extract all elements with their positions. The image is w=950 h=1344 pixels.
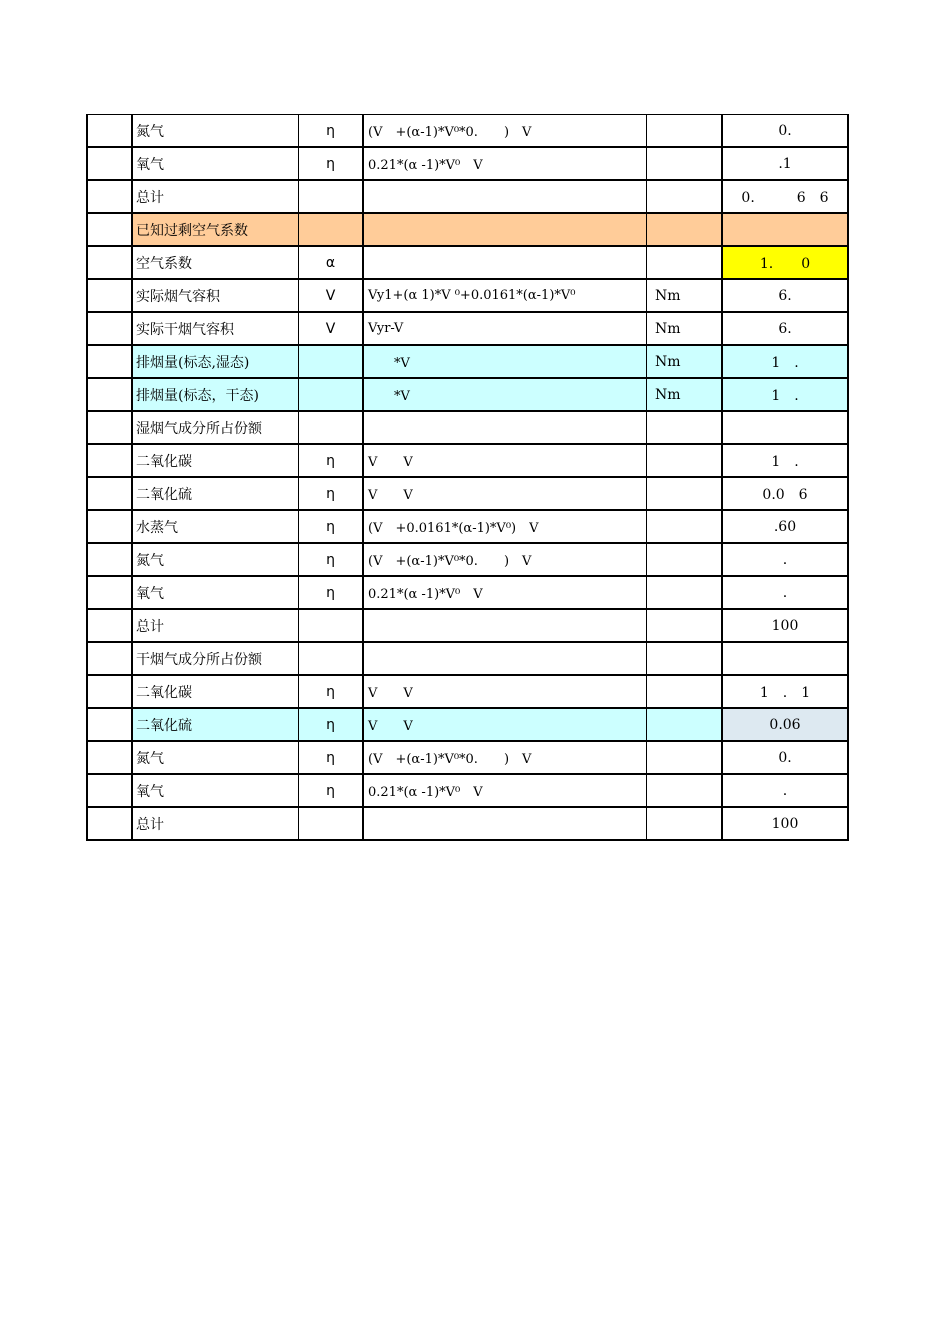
unit-cell[interactable] [647, 444, 723, 477]
value-cell[interactable]: 0. [722, 741, 848, 774]
formula-cell[interactable]: 0.21*(α -1)*V⁰ V [363, 147, 647, 180]
unit-cell[interactable]: Nm [647, 312, 723, 345]
value-cell[interactable]: 1 . 1 [722, 675, 848, 708]
value-cell[interactable]: 6. [722, 279, 848, 312]
name-cell[interactable]: 氧气 [132, 147, 299, 180]
name-cell[interactable]: 排烟量(标态，干态) [132, 378, 299, 411]
formula-cell[interactable] [363, 246, 647, 279]
symbol-cell[interactable]: η [299, 510, 364, 543]
name-cell[interactable]: 干烟气成分所占份额 [132, 642, 299, 675]
row-header-cell[interactable] [87, 444, 132, 477]
row-header-cell[interactable] [87, 741, 132, 774]
formula-cell[interactable] [363, 213, 647, 246]
symbol-cell[interactable]: α [299, 246, 364, 279]
unit-cell[interactable] [647, 609, 723, 642]
calculation-table [86, 114, 849, 841]
symbol-cell[interactable] [299, 213, 364, 246]
table-row [87, 510, 848, 543]
table-row [87, 642, 848, 675]
symbol-cell[interactable] [299, 345, 364, 378]
formula-cell[interactable]: (V +(α-1)*V⁰*0. ) V [363, 543, 647, 576]
table-body [87, 115, 848, 841]
name-cell[interactable]: 二氧化碳 [132, 675, 299, 708]
row-header-cell[interactable] [87, 115, 132, 148]
row-header-cell[interactable] [87, 675, 132, 708]
table-row [87, 411, 848, 444]
unit-cell[interactable] [647, 213, 723, 246]
table-row [87, 741, 848, 774]
table-row [87, 147, 848, 180]
symbol-cell[interactable]: V [299, 279, 364, 312]
table-row [87, 675, 848, 708]
unit-cell[interactable] [647, 543, 723, 576]
formula-cell[interactable]: V V [363, 708, 647, 741]
table-row [87, 609, 848, 642]
table-row [87, 312, 848, 345]
unit-cell[interactable] [647, 741, 723, 774]
unit-cell[interactable] [647, 510, 723, 543]
row-header-cell[interactable] [87, 642, 132, 675]
name-cell[interactable]: 总计 [132, 180, 299, 213]
name-cell[interactable]: 水蒸气 [132, 510, 299, 543]
formula-cell[interactable]: V V [363, 477, 647, 510]
row-header-cell[interactable] [87, 213, 132, 246]
row-header-cell[interactable] [87, 708, 132, 741]
name-cell[interactable]: 氮气 [132, 115, 299, 148]
name-cell[interactable]: 已知过剩空气系数 [132, 213, 299, 246]
name-cell[interactable]: 总计 [132, 807, 299, 840]
table-row [87, 213, 848, 246]
table-row [87, 807, 848, 840]
value-cell[interactable]: 1. 0 [722, 246, 848, 279]
name-cell[interactable]: 实际烟气容积 [132, 279, 299, 312]
symbol-cell[interactable]: η [299, 147, 364, 180]
unit-cell[interactable] [647, 477, 723, 510]
row-header-cell[interactable] [87, 774, 132, 807]
value-cell[interactable]: . [722, 774, 848, 807]
row-header-cell[interactable] [87, 279, 132, 312]
formula-cell[interactable] [363, 180, 647, 213]
symbol-cell[interactable] [299, 807, 364, 840]
symbol-cell[interactable]: V [299, 312, 364, 345]
formula-cell[interactable]: Vyr-V [363, 312, 647, 345]
name-cell[interactable]: 总计 [132, 609, 299, 642]
value-cell[interactable]: 0. 6 6 [722, 180, 848, 213]
value-cell[interactable]: 1 . [722, 378, 848, 411]
row-header-cell[interactable] [87, 246, 132, 279]
table-row [87, 708, 848, 741]
symbol-cell[interactable]: η [299, 477, 364, 510]
formula-cell[interactable]: *V [363, 345, 647, 378]
formula-cell[interactable] [363, 807, 647, 840]
formula-cell[interactable] [363, 609, 647, 642]
row-header-cell[interactable] [87, 543, 132, 576]
formula-cell[interactable]: *V [363, 378, 647, 411]
symbol-cell[interactable]: η [299, 115, 364, 148]
unit-cell[interactable] [647, 411, 723, 444]
name-cell[interactable]: 二氧化硫 [132, 477, 299, 510]
value-cell[interactable] [722, 411, 848, 444]
formula-cell[interactable]: (V +(α-1)*V⁰*0. ) V [363, 115, 647, 148]
unit-cell[interactable] [647, 642, 723, 675]
value-cell[interactable]: .60 [722, 510, 848, 543]
table-row [87, 444, 848, 477]
table-row [87, 543, 848, 576]
unit-cell[interactable] [647, 774, 723, 807]
unit-cell[interactable] [647, 708, 723, 741]
unit-cell[interactable] [647, 180, 723, 213]
row-header-cell[interactable] [87, 180, 132, 213]
formula-cell[interactable]: (V +0.0161*(α-1)*V⁰) V [363, 510, 647, 543]
symbol-cell[interactable] [299, 411, 364, 444]
formula-cell[interactable]: Vy1+(α 1)*V ⁰+0.0161*(α-1)*V⁰ [363, 279, 647, 312]
table-row [87, 279, 848, 312]
symbol-cell[interactable] [299, 180, 364, 213]
table-row [87, 180, 848, 213]
unit-cell[interactable] [647, 576, 723, 609]
formula-cell[interactable]: V V [363, 675, 647, 708]
value-cell[interactable]: . [722, 543, 848, 576]
row-header-cell[interactable] [87, 312, 132, 345]
symbol-cell[interactable]: η [299, 741, 364, 774]
value-cell[interactable]: 1 . [722, 345, 848, 378]
row-header-cell[interactable] [87, 477, 132, 510]
row-header-cell[interactable] [87, 147, 132, 180]
name-cell[interactable]: 二氧化硫 [132, 708, 299, 741]
unit-cell[interactable] [647, 115, 723, 148]
symbol-cell[interactable]: η [299, 444, 364, 477]
table-row [87, 774, 848, 807]
name-cell[interactable]: 湿烟气成分所占份额 [132, 411, 299, 444]
symbol-cell[interactable]: η [299, 774, 364, 807]
name-cell[interactable]: 氮气 [132, 543, 299, 576]
value-cell[interactable]: .1 [722, 147, 848, 180]
name-cell[interactable]: 氮气 [132, 741, 299, 774]
row-header-cell[interactable] [87, 411, 132, 444]
value-cell[interactable]: 100 [722, 609, 848, 642]
value-cell[interactable]: 0. [722, 115, 848, 148]
row-header-cell[interactable] [87, 807, 132, 840]
symbol-cell[interactable]: η [299, 576, 364, 609]
name-cell[interactable]: 空气系数 [132, 246, 299, 279]
symbol-cell[interactable] [299, 642, 364, 675]
name-cell[interactable]: 排烟量(标态,湿态) [132, 345, 299, 378]
value-cell[interactable] [722, 642, 848, 675]
value-cell[interactable]: 100 [722, 807, 848, 840]
formula-cell[interactable]: 0.21*(α -1)*V⁰ V [363, 576, 647, 609]
row-header-cell[interactable] [87, 609, 132, 642]
symbol-cell[interactable]: η [299, 708, 364, 741]
value-cell[interactable]: 6. [722, 312, 848, 345]
unit-cell[interactable] [647, 807, 723, 840]
unit-cell[interactable]: Nm [647, 378, 723, 411]
formula-cell[interactable] [363, 411, 647, 444]
value-cell[interactable]: 1 . [722, 444, 848, 477]
unit-cell[interactable]: Nm [647, 279, 723, 312]
table-row [87, 246, 848, 279]
symbol-cell[interactable] [299, 378, 364, 411]
row-header-cell[interactable] [87, 576, 132, 609]
value-cell[interactable]: . [722, 576, 848, 609]
formula-cell[interactable]: 0.21*(α -1)*V⁰ V [363, 774, 647, 807]
value-cell[interactable]: 0.0 6 [722, 477, 848, 510]
name-cell[interactable]: 氧气 [132, 774, 299, 807]
formula-cell[interactable]: (V +(α-1)*V⁰*0. ) V [363, 741, 647, 774]
symbol-cell[interactable]: η [299, 675, 364, 708]
value-cell[interactable] [722, 213, 848, 246]
table-row [87, 345, 848, 378]
name-cell[interactable]: 氧气 [132, 576, 299, 609]
table-row [87, 115, 848, 148]
table-row [87, 477, 848, 510]
symbol-cell[interactable] [299, 609, 364, 642]
formula-cell[interactable] [363, 642, 647, 675]
row-header-cell[interactable] [87, 378, 132, 411]
unit-cell[interactable] [647, 246, 723, 279]
row-header-cell[interactable] [87, 510, 132, 543]
value-cell[interactable]: 0.06 [722, 708, 848, 741]
table-row [87, 378, 848, 411]
name-cell[interactable]: 实际干烟气容积 [132, 312, 299, 345]
unit-cell[interactable] [647, 147, 723, 180]
unit-cell[interactable]: Nm [647, 345, 723, 378]
unit-cell[interactable] [647, 675, 723, 708]
row-header-cell[interactable] [87, 345, 132, 378]
symbol-cell[interactable]: η [299, 543, 364, 576]
name-cell[interactable]: 二氧化碳 [132, 444, 299, 477]
formula-cell[interactable]: V V [363, 444, 647, 477]
table-row [87, 576, 848, 609]
